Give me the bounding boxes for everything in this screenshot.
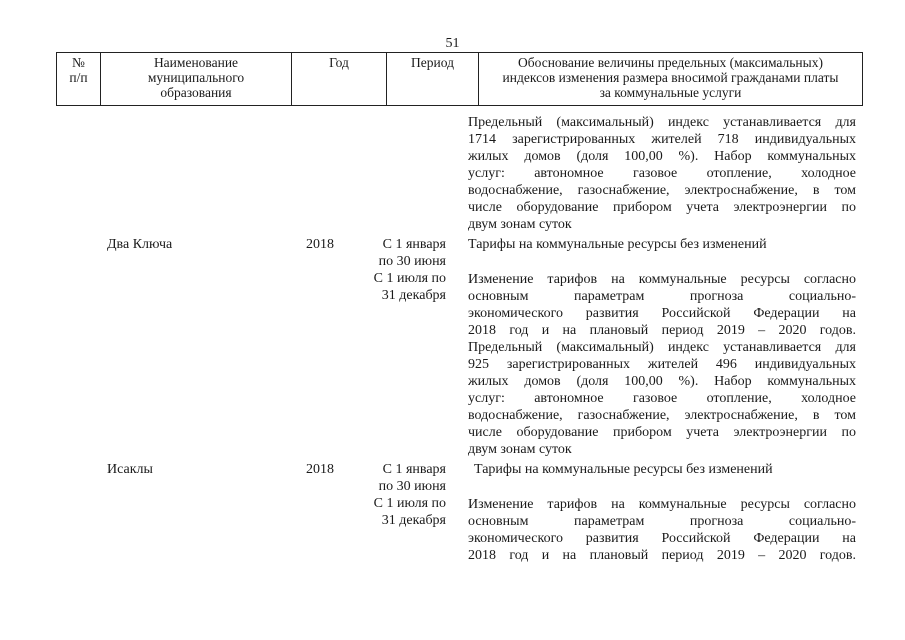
text-line: водоснабжение, газоснабжение, электроснабжение, в том	[468, 183, 856, 198]
text-line: водоснабжение, газоснабжение, электроснабжение, в том	[468, 408, 856, 423]
table-header	[56, 52, 863, 106]
text-line: двум зонам суток	[468, 442, 572, 457]
year-value: 2018	[306, 237, 334, 252]
text-line: экономического развития Российской Федерации на	[468, 531, 856, 546]
text-line: двум зонам суток	[468, 217, 572, 232]
period-second-half: С 1 июля по 31 декабря	[373, 271, 446, 303]
text-line: основным параметрам прогноза социально-	[468, 514, 856, 529]
text-line: услуг: автономное газовое отопление, холодное	[468, 391, 856, 406]
text-line: основным параметрам прогноза социально-	[468, 289, 856, 304]
header-municipality: Наименование муниципального образования	[101, 53, 292, 105]
continuation-basis	[468, 114, 856, 233]
year-value: 2018	[306, 462, 334, 477]
text-line: Изменение тарифов на коммунальные ресурсы согласно	[468, 272, 856, 287]
basis-no-change: Тарифы на коммунальные ресурсы без изменений	[468, 237, 767, 252]
period-first-half: С 1 января по 30 июня	[378, 462, 446, 494]
text-line: Предельный (максимальный) индекс устанавливается для	[468, 115, 856, 130]
text-line: Предельный (максимальный) индекс устанавливается для	[468, 340, 856, 355]
text-line: 1714 зарегистрированных жителей 718 индивидуальных	[468, 132, 856, 147]
text-line: жилых домов (доля 100,00 %). Набор коммунальных	[468, 149, 856, 164]
basis-tariff-change	[468, 271, 856, 458]
text-line: экономического развития Российской Федерации на	[468, 306, 856, 321]
text-line: услуг: автономное газовое отопление, холодное	[468, 166, 856, 181]
municipality-name: Два Ключа	[107, 237, 173, 252]
municipality-name: Исаклы	[107, 462, 153, 477]
page-number: 51	[445, 36, 460, 51]
header-year: Год	[292, 53, 387, 105]
basis-no-change: Тарифы на коммунальные ресурсы без изменений	[474, 462, 773, 477]
text-line: числе оборудование прибором учета электроэнергии по	[468, 425, 856, 440]
period-second-half: С 1 июля по 31 декабря	[373, 496, 446, 528]
text-line: Изменение тарифов на коммунальные ресурсы согласно	[468, 497, 856, 512]
header-period: Период	[387, 53, 479, 105]
text-line: 2018 год и на плановый период 2019 – 2020 годов.	[468, 548, 856, 563]
period-first-half: С 1 января по 30 июня	[378, 237, 446, 269]
text-line: 2018 год и на плановый период 2019 – 2020 годов.	[468, 323, 856, 338]
header-basis: Обоснование величины предельных (максимальных) индексов изменения размера вносимой гражданами платы за коммунальные услуги	[502, 55, 839, 100]
text-line: 925 зарегистрированных жителей 496 индивидуальных	[468, 357, 856, 372]
text-line: числе оборудование прибором учета электроэнергии по	[468, 200, 856, 215]
text-line: жилых домов (доля 100,00 %). Набор коммунальных	[468, 374, 856, 389]
basis-tariff-change	[468, 496, 856, 564]
header-number: № п/п	[57, 53, 101, 105]
